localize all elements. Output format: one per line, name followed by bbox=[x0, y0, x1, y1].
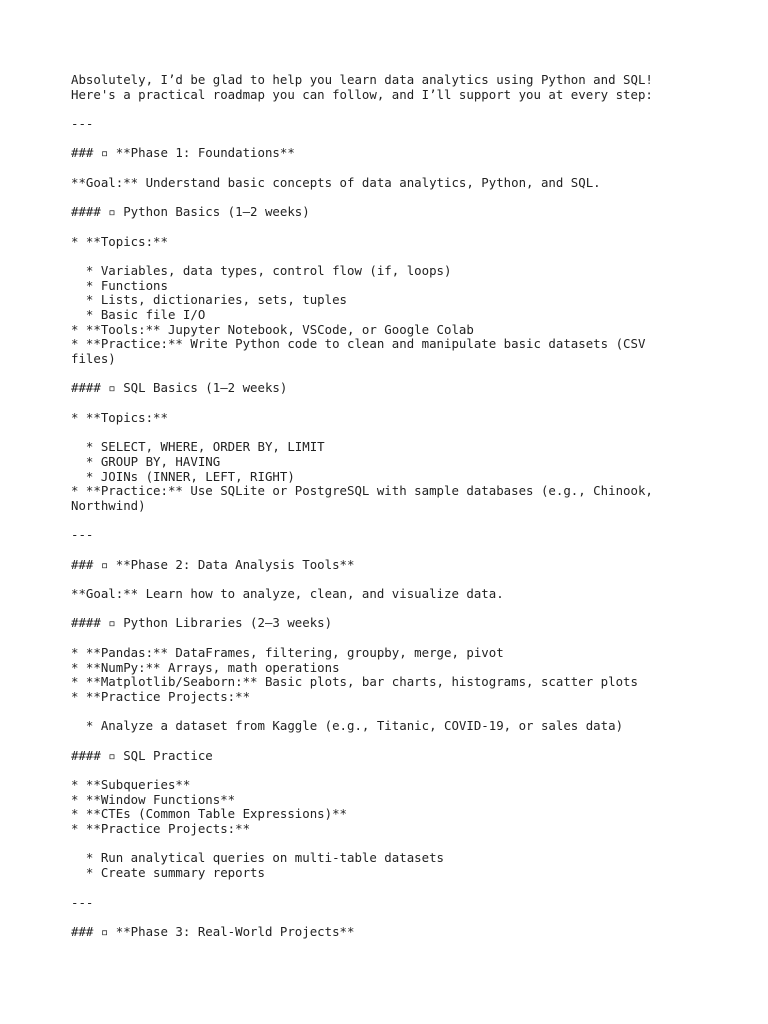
list-item: * Create summary reports bbox=[71, 865, 265, 881]
blank-line bbox=[71, 426, 751, 441]
list-item: * Variables, data types, control flow (if, loops) bbox=[71, 262, 452, 278]
horizontal-rule: --- bbox=[71, 527, 94, 543]
list-item: * **Practice Projects:** bbox=[71, 688, 251, 704]
intro-line-2: Here's a practical roadmap you can follow, and I’ll support you at every step: bbox=[71, 86, 653, 102]
blank-line bbox=[71, 132, 751, 147]
list-item: * **Practice Projects:** bbox=[71, 821, 251, 837]
sql-practice-heading: #### ▫ SQL Practice bbox=[71, 747, 213, 763]
blank-line bbox=[71, 910, 751, 925]
list-item: * **Pandas:** DataFrames, filtering, groupby, merge, pivot bbox=[71, 644, 504, 660]
blank-line bbox=[71, 191, 751, 206]
blank-line bbox=[71, 837, 751, 852]
blank-line bbox=[71, 161, 751, 176]
list-item: * **Topics:** bbox=[71, 409, 168, 425]
list-item: * **Tools:** Jupyter Notebook, VSCode, or Google Colab bbox=[71, 321, 474, 337]
list-item: * **NumPy:** Arrays, math operations bbox=[71, 659, 340, 675]
list-item: * Basic file I/O bbox=[71, 307, 206, 322]
phase-2-heading: ### ▫ **Phase 2: Data Analysis Tools** bbox=[71, 556, 355, 572]
blank-line bbox=[71, 514, 751, 529]
python-libraries-heading: #### ▫ Python Libraries (2–3 weeks) bbox=[71, 615, 333, 631]
list-item: * SELECT, WHERE, ORDER BY, LIMIT bbox=[71, 439, 325, 455]
blank-line bbox=[71, 367, 751, 382]
blank-line bbox=[71, 102, 751, 117]
list-item: * **Topics:** bbox=[71, 233, 168, 249]
blank-line bbox=[71, 602, 751, 617]
list-item: * Functions bbox=[71, 277, 168, 293]
blank-line bbox=[71, 631, 751, 646]
blank-line bbox=[71, 734, 751, 749]
list-item: * **Subqueries** bbox=[71, 777, 191, 792]
blank-line bbox=[71, 249, 751, 264]
list-item: * JOINs (INNER, LEFT, RIGHT) bbox=[71, 468, 295, 484]
list-item: * Run analytical queries on multi-table datasets bbox=[71, 850, 444, 866]
sql-basics-heading: #### ▫ SQL Basics (1–2 weeks) bbox=[71, 380, 288, 396]
list-item-continuation: Northwind) bbox=[71, 497, 146, 513]
phase-3-heading: ### ▫ **Phase 3: Real-World Projects** bbox=[71, 923, 355, 939]
list-item: * **Matplotlib/Seaborn:** Basic plots, bar charts, histograms, scatter plots bbox=[71, 674, 638, 690]
list-item-continuation: files) bbox=[71, 351, 116, 367]
list-item: * **Practice:** Write Python code to clean and manipulate basic datasets (CSV bbox=[71, 336, 646, 352]
blank-line bbox=[71, 543, 751, 558]
list-item: * **CTEs (Common Table Expressions)** bbox=[71, 806, 348, 822]
blank-line bbox=[71, 763, 751, 778]
horizontal-rule: --- bbox=[71, 894, 94, 910]
list-item: * Analyze a dataset from Kaggle (e.g., Titanic, COVID-19, or sales data) bbox=[71, 718, 624, 734]
blank-line bbox=[71, 572, 751, 587]
phase-2-goal: **Goal:** Learn how to analyze, clean, and visualize data. bbox=[71, 586, 504, 602]
horizontal-rule: --- bbox=[71, 116, 94, 132]
intro-line-1: Absolutely, I’d be glad to help you learn data analytics using Python and SQL! bbox=[71, 72, 653, 87]
list-item: * **Practice:** Use SQLite or PostgreSQL with sample databases (e.g., Chinook, bbox=[71, 483, 653, 499]
blank-line bbox=[71, 881, 751, 896]
document-page bbox=[71, 73, 751, 940]
python-basics-heading: #### ▫ Python Basics (1–2 weeks) bbox=[71, 204, 310, 220]
list-item: * **Window Functions** bbox=[71, 791, 236, 807]
list-item: * Lists, dictionaries, sets, tuples bbox=[71, 292, 348, 308]
blank-line bbox=[71, 705, 751, 720]
list-item: * GROUP BY, HAVING bbox=[71, 453, 221, 469]
phase-1-heading: ### ▫ **Phase 1: Foundations** bbox=[71, 145, 295, 161]
blank-line bbox=[71, 396, 751, 411]
blank-line bbox=[71, 220, 751, 235]
phase-1-goal: **Goal:** Understand basic concepts of data analytics, Python, and SQL. bbox=[71, 174, 601, 190]
